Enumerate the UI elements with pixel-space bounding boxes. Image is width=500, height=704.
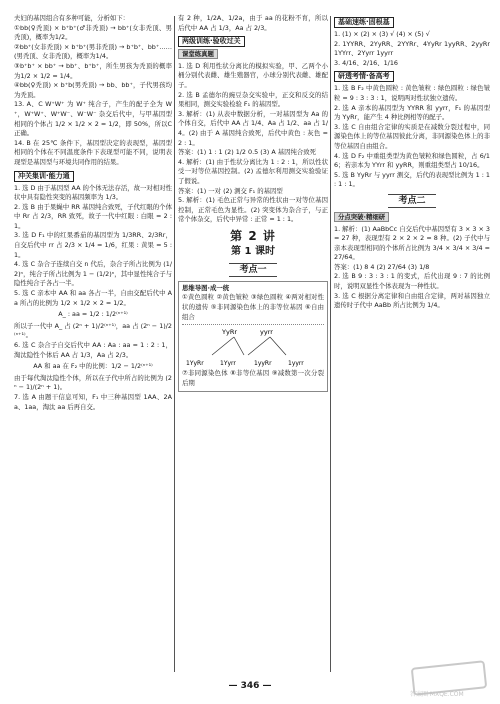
watermark-text: 答案圈 MXQE.COM [410, 691, 464, 698]
paragraph: 3. 选 C 自由组合定律的实质是在减数分裂过程中，同源染色体上的等位基因彼此分离，非同源染色体上的非等位基因自由组合。 [334, 122, 490, 150]
diagram-caption: ⑦非同源染色体 ⑧非等位基因 ⑨减数第一次分裂后期 [182, 369, 324, 387]
paragraph: 1. 选 B F₂ 中黄色圆粒 : 黄色皱粒 : 绿色圆粒 : 绿色皱粒 = 9 : 3 : 3 : 1，说明两对性状独立遗传。 [334, 84, 490, 102]
paragraph: 4. 选 C 杂合子连续自交 n 代后，杂合子所占比例为 (1/2)ⁿ，纯合子所占比例为 1 − (1/2)ⁿ，其中显性纯合子与隐性纯合子各占一半。 [14, 260, 172, 288]
paragraph: 4. 选 D F₂ 中重组类型为黄色皱粒和绿色圆粒，占 6/16；若亲本为 YYrr 和 yyRR，则重组类型占 10/16。 [334, 151, 490, 170]
answer-line: 答案：(1) 一对 (2) 测交 F₁ 的基因型 [178, 186, 283, 195]
column-divider [174, 16, 175, 672]
paragraph: 4. 解析：(1) 由于性状分离比为 1 : 2 : 1，所以性状受一对等位基因控制。(2) 孟德尔利用测交实验验证了假说。 [178, 157, 328, 185]
formula: AA 和 aa 在 F₂ 中的比例：1/2 − 1/2⁽ⁿ⁺¹⁾ [33, 362, 153, 371]
paragraph: ③b⁺b⁺ × bb⁺ → bb⁺、b⁺b⁺，所生男孩为秃顶的概率为1/2 × 1/2 = 1/4。 [14, 61, 172, 80]
paragraph: ④bb(♀秃顶) × b⁺b(男秃顶) → bb、bb⁺，子代男孩均为秃顶。 [14, 81, 172, 99]
paragraph: 1. 选 D 利用性状分离比的模拟实验，甲、乙两个小桶分别代表雌、雄生殖器官，小球分别代表雌、雄配子。 [178, 61, 328, 89]
mind-map-items: ①黄色圆粒 ②黄色皱粒 ③绿色圆粒 ④两对相对性状的遗传 ⑤非同源染色体上的非等位基因 ⑥自由组合 [182, 293, 324, 321]
paragraph: 2. 1YYRR、2YyRR、2YYRr、4YyRr 1yyRR、2yyRr 1YYrr、2Yyrr 1yyrr [334, 39, 490, 58]
paragraph: 3. 选 C 根据分离定律和自由组合定律，两对基因独立遗传时子代中 AaBb 所占比例为 1/4。 [334, 291, 490, 310]
mind-map-heading: 思维导图·成一统 [182, 283, 230, 292]
mind-map-box [178, 281, 328, 392]
subsection-heading: 分点突破·精细研 [334, 212, 490, 223]
section-heading: 研透考情·备高考 [334, 71, 490, 82]
cross-line [234, 337, 244, 355]
cross-line [248, 337, 270, 355]
parent-label: YyRr [222, 328, 238, 337]
paragraph: 3. 解析：(1) 从表中数据分析，一对基因型为 Aa 的个体自交，后代中 AA 占 1/4、Aa 占 1/2、aa 占 1/4。(2) 由于 A 基因纯合致死，后代中黄色 : 灰色 = 2 : 1。 [178, 109, 328, 147]
column-left [14, 14, 172, 674]
paragraph: ①bb(♀秃顶) × b⁺b⁺(♂非秃顶) → bb⁺(女非秃顶、男秃顶)，概率为1/2。 [14, 23, 172, 42]
paragraph: 1. 选 D 由于基因型 AA 的个体无法存活，故一对相对性状中具有隐性突变的基因频率为 1/3。 [14, 183, 172, 202]
section-heading: 基础速练·固根基 [334, 17, 490, 28]
lesson-title: 第 1 课时 [231, 245, 275, 257]
column-right [334, 14, 490, 674]
paragraph: 3. 4/16、2/16、1/16 [334, 58, 398, 67]
paragraph: 13. A、C W⁺W⁺ 为 W⁺ 纯合子，产生的配子全为 W⁺，W⁺W⁺、W⁺W⁻、W⁻W⁻ 杂交后代中，与甲基因型相同的个体占 1/2 × 1/2 × 2 = 1/2，即 50%，所以C正确。 [14, 100, 172, 138]
subsection-heading: 课堂练真题 [178, 49, 328, 60]
point-heading: 考点一 [178, 263, 328, 277]
section-heading: 两级训练·验收过关 [178, 36, 328, 47]
page-number: — 346 — [228, 681, 272, 691]
paragraph: 14. B 在 25℃ 条件下，基因型决定的表现型，基因型相同的个体在不同温度条件下表现型可能不同，说明表现型是基因型与环境共同作用的结果。 [14, 138, 172, 166]
paragraph: 6. 选 C 杂合子自交后代中 AA : Aa : aa = 1 : 2 : 1，淘汰隐性个体后 AA 占 1/3，Aa 占 2/3。 [14, 341, 172, 359]
lecture-title: 第 2 讲 [230, 228, 276, 243]
paragraph: 5. 解析：(1) 毛色正常与异常的性状由一对等位基因控制，正常毛色为显性。(2) 突变体为杂合子，与正常个体杂交，后代中异常 : 正常 = 1 : 1。 [178, 196, 328, 224]
offspring-label: 1YyRr [186, 360, 204, 368]
paragraph: 夫妇的基因组合有多种可能，分析如下： [14, 14, 130, 22]
column-middle [178, 14, 328, 674]
paragraph: 2. 选 B 由于果蝇中 RR 基因纯合致死，子代红眼的个体中 Rr 占 2/3，RR 致死，故子一代中红眼 : 白眼 = 2 : 1。 [14, 202, 172, 230]
paragraph: 2. 选 B 孟德尔的豌豆杂交实验中，正交和反交的结果相同，测交实验检验 F₁ 的基因型。 [178, 90, 328, 109]
cross-diagram [182, 324, 324, 389]
paragraph: 7. 选 A 由题干信息可知，F₁ 中三种基因型 1AA、2Aa、1aa，淘汰 aa 后再自交。 [14, 392, 172, 411]
paragraph: 5. 选 C 亲本中 AA 和 aa 各占一半，自由交配后代中 Aa 所占的比例为 1/2 × 1/2 × 2 = 1/2。 [14, 289, 172, 307]
offspring-label: 1yyrr [288, 360, 304, 368]
paragraph: 1. (1) × (2) × (3) √ (4) × (5) √ [334, 30, 430, 38]
paragraph: 所以子一代中 A_ 占 (2ⁿ + 1)/2⁽ⁿ⁺¹⁾，aa 占 (2ⁿ − 1)/2⁽ⁿ⁺¹⁾。 [14, 321, 172, 340]
paragraph: 由于每代淘汰隐性个体，所以在子代中所占的比例为 (2ⁿ − 1)/(2ⁿ + 1)。 [14, 373, 172, 392]
point-heading: 考点二 [334, 194, 490, 208]
formula: A_ : aa = 1/2 : 1/2⁽ⁿ⁺¹⁾ [58, 310, 128, 319]
answer-line: 答案：(1) 8 4 (2) 27/64 (3) 1/8 [334, 262, 430, 271]
paragraph: ②bb⁺(女非秃顶) × b⁺b⁺(男非秃顶) → b⁺b⁺、bb⁺……(男秃顶、女非秃顶)，概率为1/4。 [14, 42, 172, 61]
paragraph: 有 2 种，1/2A、1/2a，由于 aa 的花粉不育，所以后代中 AA 占 1/3，Aa 占 2/3。 [178, 14, 328, 32]
watermark-logo [406, 660, 496, 702]
column-divider [330, 16, 331, 672]
section-heading: 冲关集训·能力通 [14, 171, 172, 182]
paragraph: 5. 选 B YyRr 与 yyrr 测交，后代的表现型比例为 1 : 1 : 1 : 1。 [334, 170, 490, 189]
cross-line [270, 337, 286, 355]
paragraph: 1. 解析：(1) AaBbCc 自交后代中基因型有 3 × 3 × 3 = 27 种，表现型有 2 × 2 × 2 = 8 种。(2) 子代中与亲本表现型相同的个体所占比例为 3/4 × 3/4 × 3/4 = 27/64。 [334, 224, 490, 262]
offspring-label: 1yyRr [254, 360, 272, 368]
paragraph: 2. 选 B 9 : 3 : 3 : 1 的变式，后代出现 9 : 7 的比例时，说明双显性个体表现为一种性状。 [334, 272, 490, 291]
offspring-label: 1Yyrr [220, 360, 236, 368]
paragraph: 3. 选 D F₁ 中的红果番茄的基因型为 1/3RR、2/3Rr，自交后代中 rr 占 2/3 × 1/4 = 1/6，红果 : 黄果 = 5 : 1。 [14, 231, 172, 259]
answer-line: 答案：(1) 1 : 1 (2) 1/2 0.5 (3) A 基因纯合致死 [178, 148, 317, 157]
paragraph: 2. 选 A 亲本的基因型为 YYRR 和 yyrr，F₁ 的基因型为 YyRr，能产生 4 种比例相等的配子。 [334, 103, 490, 122]
parent-label: yyrr [260, 328, 273, 337]
cross-line [212, 337, 234, 355]
